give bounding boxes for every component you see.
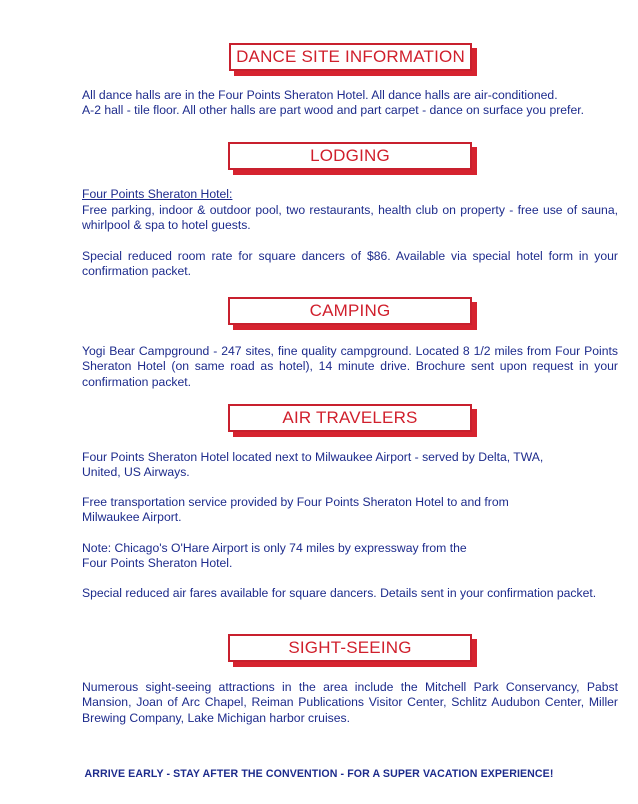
air-paragraph-4: Special reduced air fares available for square dancers. Details sent in your confirmation packet. (82, 586, 597, 600)
footer-tagline: ARRIVE EARLY - STAY AFTER THE CONVENTION - FOR A SUPER VACATION EXPERIENCE! (84, 768, 554, 780)
air-p1-line-1: Four Points Sheraton Hotel located next to Milwaukee Airport - served by Delta, TWA, (82, 450, 544, 464)
air-p3-line-2: Four Points Sheraton Hotel. (82, 556, 233, 571)
dance-site-line-2: A-2 hall - tile floor. All other halls are part wood and part carpet - dance on surface you prefer. (82, 103, 584, 118)
air-p1-line-2: United, US Airways. (82, 465, 190, 480)
lodging-hotel-name (82, 187, 618, 202)
heading-camping: CAMPING (228, 297, 472, 325)
heading-air-travelers: AIR TRAVELERS (228, 404, 472, 432)
heading-lodging: LODGING (228, 142, 472, 170)
hotel-name-text: Four Points Sheraton Hotel: (82, 187, 233, 201)
air-p2-line-2: Milwaukee Airport. (82, 510, 182, 525)
air-paragraph-2 (82, 495, 618, 526)
air-paragraph-1 (82, 450, 618, 481)
heading-dance-site: DANCE SITE INFORMATION (229, 43, 472, 71)
lodging-paragraph-2: Special reduced room rate for square dancers of $86. Available via special hotel form in your confirmation packet. (82, 249, 618, 279)
sight-seeing-paragraph: Numerous sight-seeing attractions in the area include the Mitchell Park Conservancy, Pabst Mansion, Joan of Arc Chapel, Reiman Publications Visitor Center, Schlitz Audubon Center, Miller Brewing Company, Lake Michigan harbor cruises. (82, 680, 618, 725)
heading-sight-seeing: SIGHT-SEEING (228, 634, 472, 662)
dance-site-paragraph (82, 88, 618, 119)
air-p3-line-1: Note: Chicago's O'Hare Airport is only 74 miles by expressway from the (82, 541, 467, 555)
camping-paragraph: Yogi Bear Campground - 247 sites, fine quality campground. Located 8 1/2 miles from Four Points Sheraton Hotel (on same road as hotel), 14 minute drive. Brochure sent upon request in your confirmation packet. (82, 344, 618, 389)
air-p2-line-1: Free transportation service provided by Four Points Sheraton Hotel to and from (82, 495, 509, 509)
dance-site-line-1: All dance halls are in the Four Points Sheraton Hotel. All dance halls are air-conditioned. (82, 88, 558, 102)
air-paragraph-3 (82, 541, 618, 572)
lodging-paragraph-1: Free parking, indoor & outdoor pool, two restaurants, health club on property - free use of sauna, whirlpool & spa to hotel guests. (82, 203, 618, 233)
